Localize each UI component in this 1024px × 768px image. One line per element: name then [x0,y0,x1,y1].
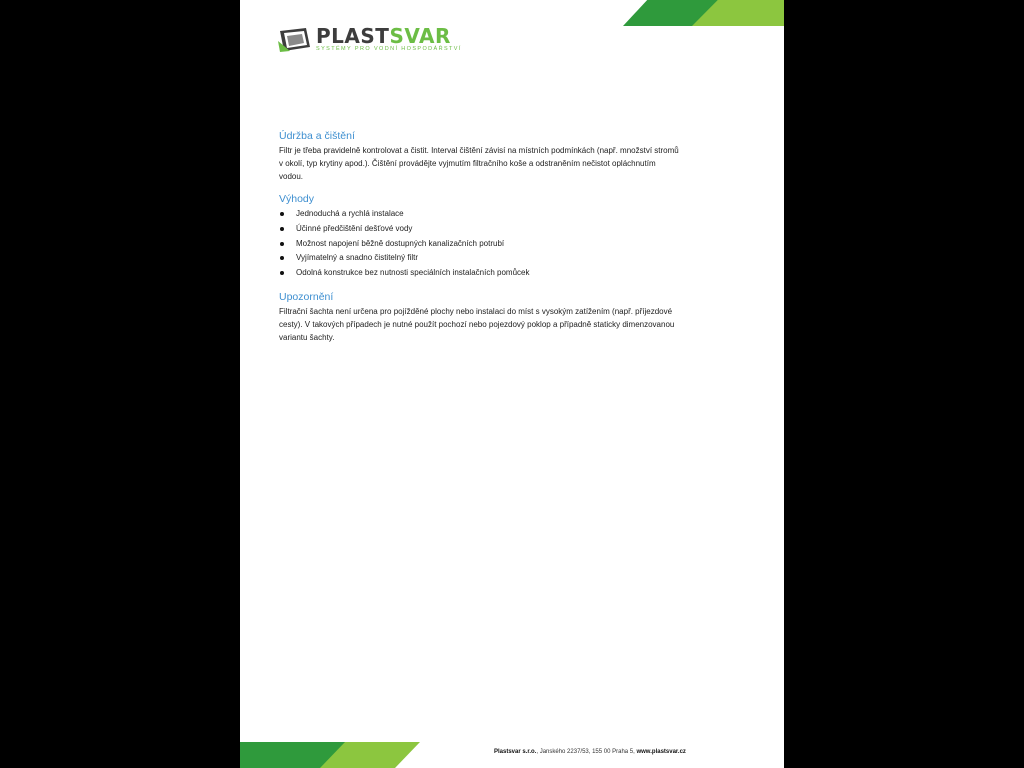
bullet-icon [280,242,284,246]
list-item [279,251,749,266]
text-line: vodou. [279,172,304,181]
section-maintenance [279,130,749,183]
footer-company: Plastsvar s.r.o. [494,749,537,755]
document-page [240,0,784,768]
heading-advantages: Výhody [279,193,315,205]
paragraph-maintenance [279,144,749,183]
logo-tagline: SYSTÉMY PRO VODNÍ HOSPODÁŘSTVÍ [316,46,462,52]
logo-word-part2: SVAR [389,24,451,48]
plastsvar-logo [276,26,462,53]
list-item [279,207,749,222]
logo-mark-icon [276,27,312,53]
section-warning [279,291,749,344]
bullet-icon [280,256,284,260]
document-content [279,130,749,354]
list-item-text: Jednoduchá a rychlá instalace [296,209,404,218]
logo-word-part1: PLAST [316,24,390,48]
list-item [279,266,749,281]
footer-website-link[interactable]: www.plastsvar.cz [636,749,686,755]
list-item [279,237,749,252]
text-line: cesty). V takových případech je nutné použít pochozí nebo pojezdový poklop a případně staticky dimenzovanou [279,319,675,329]
text-line: Filtr je třeba pravidelně kontrolovat a čistit. Interval čištění závisí na místních podmínkách (např. množství stromů [279,146,679,155]
logo-wordmark [316,26,462,46]
list-item-text: Vyjímatelný a snadno čistitelný filtr [296,253,418,263]
bullet-icon [280,227,284,231]
bullet-icon [280,271,284,275]
footer-address: , Janského 2237/53, 155 00 Praha 5, [536,749,637,755]
text-line: v okolí, typ krytiny apod.). Čištění provádějte vyjmutím filtračního koše a odstraněním nečistot opláchnutím [279,159,656,168]
text-line: Filtrační šachta není určena pro pojížděné plochy nebo instalaci do míst s vysokým zatížením (např. příjezdové [279,306,673,316]
list-item [279,222,749,237]
paragraph-warning [279,305,749,344]
list-item-text: Účinné předčištění dešťové vody [296,223,413,233]
heading-maintenance: Údržba a čištění [279,130,355,142]
list-item-text: Odolná konstrukce bez nutnosti speciálních instalačních pomůcek [296,268,530,278]
advantages-list [279,207,749,281]
bullet-icon [280,212,284,216]
list-item-text: Možnost napojení běžně dostupných kanalizačních potrubí [296,238,505,248]
heading-warning: Upozornění [279,290,334,303]
section-advantages [279,193,749,281]
text-line: variantu šachty. [279,332,335,342]
footer-contact [494,749,686,755]
